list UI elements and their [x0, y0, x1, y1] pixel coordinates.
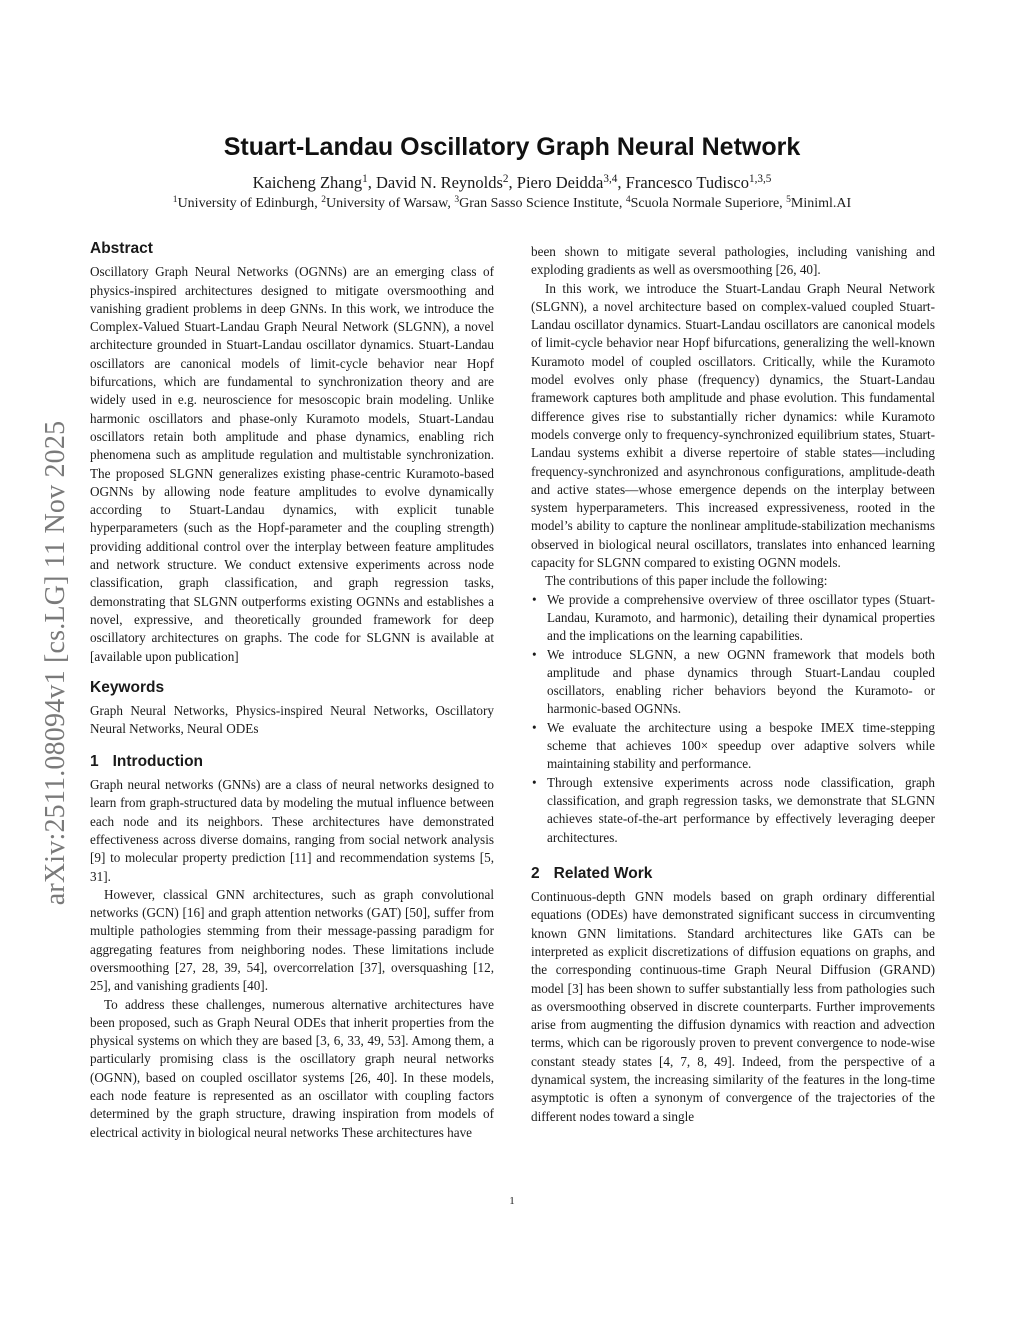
- affil-mark: 2: [321, 194, 326, 205]
- affil-mark: 1: [172, 194, 178, 205]
- list-item-text: We provide a comprehensive overview of three oscillator types (Stuart-Landau, Kuramoto, and harmonic), detailing their dynamical properties and the implications on the learning capabilities.: [547, 591, 935, 644]
- intro-paragraph: To address these challenges, numerous alternative architectures have been proposed, such as Graph Neural ODEs that inherit properties from the physical systems on which they are based [3, 6, 33, 49, 53]. Among them, a particularly promising class is the oscillatory graph neural networks (OGNN), based on coupled oscillator systems [26, 40]. In these models, each node feature is represented as an oscillator with coupling factors determined by the graph structure, drawing inspiration from models of electrical activity in biological neural networks These architectures have: [90, 996, 494, 1140]
- left-column: [90, 240, 494, 1142]
- introduction-heading: [90, 753, 494, 771]
- abstract-text: Oscillatory Graph Neural Networks (OGNNs) are an emerging class of physics-inspired architectures designed to mitigate oversmoothing and vanishing gradient problems in deep GNNs. In this work, we introduce the Complex-Valued Stuart-Landau Graph Neural Network (SLGNN), a novel architecture grounded in Stuart-Landau oscillator dynamics. Stuart-Landau oscillators are canonical models of limit-cycle behavior near Hopf bifurcations, which are fundamental to synchronization theory and are widely used in e.g. neuroscience for mesoscopic brain modeling. Unlike harmonic oscillators and phase-only Kuramoto models, Stuart-Landau oscillators retain both amplitude and phase dynamics, enabling rich phenomena such as amplitude regulation and multistable synchronization. The proposed SLGNN generalizes existing phase-centric Kuramoto-based OGNNs by allowing node feature amplitudes to evolve dynamically according to Stuart-Landau dynamics, with explicit tunable hyperparameters (such as the Hopf-parameter and the coupling strength) providing additional control over the interplay between feature amplitudes and network structure. We conduct extensive experiments across node classification, graph classification, and graph regression tasks, demonstrating that SLGNN outperforms existing OGNNs and establishes a novel, expressive, and theoretically grounded framework for deep oscillatory architectures on graphs. The code for SLGNN is available at [available upon publication]: [90, 264, 494, 664]
- author-list: Kaicheng Zhang$^1$, David N. Reynolds$^2$, Piero Deidda$^{3,4}$, Francesco Tudisco$^{1,3,5}$: [252, 172, 772, 192]
- author-affil-mark: 2: [502, 172, 509, 185]
- author-affil-mark: 1,3,5: [748, 172, 772, 185]
- affiliation: Miniml.AI: [790, 196, 852, 211]
- list-item-text: Through extensive experiments across node classification, graph classification, and graph regression tasks, we demonstrate that SLGNN achieves state-of-the-art performance by effectively leveraging deeper architectures.: [547, 774, 935, 845]
- list-item-text: We evaluate the architecture using a bespoke IMEX time-stepping scheme that achieves 100× speedup over adaptive solvers while maintaining stability and performance.: [547, 719, 935, 772]
- list-item: [532, 719, 935, 774]
- author-name: Francesco Tudisco: [625, 173, 749, 192]
- affiliation-list: $^1$University of Edinburgh, $^2$University of Warsaw, $^3$Gran Sasso Science Institute, $^4$Scuola Normale Superiore, $^5$Miniml.AI: [172, 194, 852, 211]
- section-number: 2: [531, 864, 540, 882]
- affiliation: Gran Sasso Science Institute: [459, 196, 619, 211]
- author-name: Piero Deidda: [516, 173, 604, 192]
- contributions-lead: The contributions of this paper include the following:: [545, 573, 828, 589]
- author-affil-mark: 3,4: [603, 172, 618, 185]
- right-column: [531, 243, 935, 1126]
- abstract-heading: Abstract: [90, 240, 153, 257]
- section-number: 1: [90, 752, 99, 770]
- list-item-text: We introduce SLGNN, a new OGNN framework that models both amplitude and phase dynamics through Stuart-Landau coupled oscillators, enabling richer behaviors beyond the Kuramoto- or harmonic-based OGNNs.: [547, 646, 935, 717]
- affil-mark: 4: [625, 194, 631, 205]
- bullet-icon: •: [532, 719, 537, 735]
- keywords-heading: Keywords: [90, 678, 165, 696]
- affiliation: University of Edinburgh: [177, 196, 315, 211]
- contributions-list: [531, 591, 935, 847]
- author-affil-mark: 1: [362, 172, 368, 185]
- related-work-heading: [531, 865, 935, 883]
- intro-paragraph: However, classical GNN architectures, such as graph convolutional networks (GCN) [16] and graph attention networks (GAT) [50], suffer from multiple pathologies stemming from their message-passing paradigm for aggregating features from neighboring nodes. These limitations include oversmoothing [27, 28, 39, 54], overcorrelation [37], oversquashing [12, 25], and vanishing gradients [40].: [90, 886, 494, 994]
- bullet-icon: •: [532, 591, 537, 607]
- affiliation: Scuola Normale Superiore: [630, 196, 780, 211]
- bullet-icon: •: [532, 646, 537, 662]
- list-item: [532, 646, 935, 719]
- list-item: [532, 591, 935, 646]
- author-name: David N. Reynolds: [375, 173, 503, 192]
- page-number: 1: [509, 1195, 515, 1207]
- section-title: Introduction: [112, 752, 204, 770]
- intro-paragraph: Graph neural networks (GNNs) are a class of neural networks designed to learn from graph-structured data by modeling the mutual influence between each node and its neighbors. These architectures have demonstrated effectiveness across diverse domains, ranging from social network analysis [9] to molecular property prediction [11] and recommendation systems [5, 31].: [90, 777, 494, 884]
- paper-title: Stuart-Landau Oscillatory Graph Neural Network: [223, 133, 801, 161]
- affiliation: University of Warsaw: [325, 196, 448, 211]
- list-item: [532, 774, 935, 847]
- affil-mark: 5: [786, 194, 791, 205]
- arxiv-side-identifier: arXiv:2511.08094v1 [cs.LG] 11 Nov 2025: [40, 420, 71, 906]
- affil-mark: 3: [454, 194, 460, 205]
- intro-paragraph: In this work, we introduce the Stuart-Landau Graph Neural Network (SLGNN), a novel architecture based on complex-valued coupled Stuart-Landau oscillator dynamics. Stuart-Landau oscillators are canonical models of limit-cycle behavior near Hopf bifurcations, generalizing the well-known Kuramoto model of coupled oscillators. Critically, while the Kuramoto model evolves only phase (frequency) dynamics, the Stuart-Landau framework captures both amplitude and phase evolution. This fundamental difference gives rise to substantially richer dynamics: while Kuramoto models converge only to frequency-synchronized equilibrium states, Stuart-Landau systems exhibit a diverse repertoire of stable states—including frequency-synchronized and asynchronous configurations, amplitude-death and active states—whose emergence depends on the interplay between system hyperparameters. This increased expressiveness, rooted in the model’s ability to capture the nonlinear amplitude-stabilization mechanisms observed in biological neural oscillators, translates into enhanced learning capacity for SLGNN compared to existing OGNN models.: [531, 280, 935, 571]
- paper-header: [80, 133, 944, 212]
- author-name: Kaicheng Zhang: [252, 173, 363, 192]
- keywords-text: Graph Neural Networks, Physics-inspired Neural Networks, Oscillatory Neural Networks, Neural ODEs: [90, 703, 494, 737]
- related-work-text: Continuous-depth GNN models based on graph ordinary differential equations (ODEs) have demonstrated significant success in circumventing known GNN limitations. Standard architectures like GATs can be interpreted as explicit discretizations of diffusion equations on graphs, and the corresponding continuous-time Graph Neural Diffusion (GRAND) model [3] has been shown to suffer substantially less from pathologies such as oversmoothing observed in discrete counterparts. Further improvements arise from augmenting the diffusion dynamics with reaction and advection terms, which can be rigorously proven to prevent convergence to node-wise constant steady states [4, 7, 8, 49]. Indeed, from the perspective of a dynamical system, the increasing similarity of the features in the long-time asymptotic is often a synonym of convergence of the trajectories of the different nodes toward a single: [531, 889, 935, 1124]
- intro-paragraph-continued: been shown to mitigate several pathologies, including vanishing and exploding gradients as well as oversmoothing [26, 40].: [531, 244, 935, 278]
- section-title: Related Work: [553, 864, 653, 882]
- bullet-icon: •: [532, 774, 537, 790]
